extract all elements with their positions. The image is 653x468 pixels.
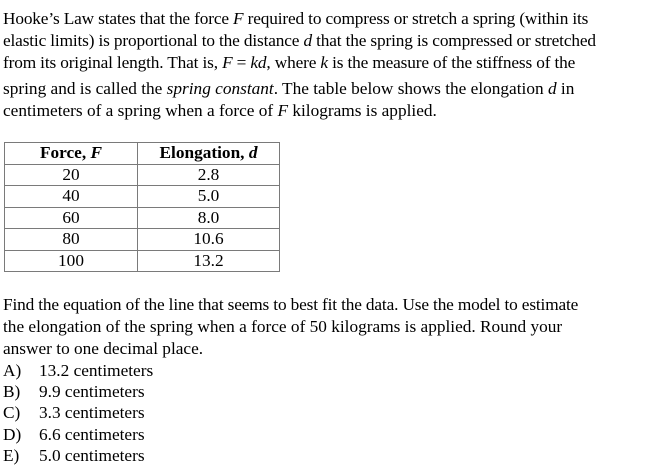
table-row <box>5 229 280 251</box>
choice-text: 13.2 centimeters <box>39 361 154 380</box>
intro-paragraph <box>3 8 653 122</box>
choice-text: 3.3 centimeters <box>39 403 145 423</box>
choice-text: 5.0 centimeters <box>39 445 145 465</box>
cell-elongation: 5.0 <box>138 186 280 208</box>
cell-force: 80 <box>5 229 138 251</box>
cell-elongation: 2.8 <box>138 164 280 186</box>
choice-letter: C) <box>3 403 21 423</box>
intro-line-2: elastic limits) is proportional to the distance d that the spring is compressed or stretched <box>3 31 596 50</box>
choice-text: 6.6 centimeters <box>39 424 145 444</box>
choice-letter: E) <box>3 445 20 465</box>
table-row <box>5 186 280 208</box>
question-line-3: answer to one decimal place. <box>3 339 204 358</box>
intro-line-1: Hooke’s Law states that the force F required to compress or stretch a spring (within its <box>3 9 589 28</box>
table-row <box>5 164 280 186</box>
question-line-1: Find the equation of the line that seems to best fit the data. Use the model to estimate <box>3 295 579 314</box>
force-elongation-table <box>4 142 280 272</box>
choice-c[interactable] <box>3 402 153 423</box>
choice-e[interactable] <box>3 445 153 466</box>
choice-a[interactable] <box>3 360 153 381</box>
intro-line-5: centimeters of a spring when a force of F kilograms is applied. <box>3 101 437 120</box>
cell-force: 60 <box>5 207 138 229</box>
cell-elongation: 8.0 <box>138 207 280 229</box>
table-header-row <box>5 143 280 165</box>
choice-letter: D) <box>3 424 22 444</box>
choice-letter: A) <box>3 361 22 380</box>
cell-elongation: 13.2 <box>138 250 280 272</box>
cell-elongation: 10.6 <box>138 229 280 251</box>
choice-text: 9.9 centimeters <box>39 382 145 402</box>
choice-b[interactable] <box>3 381 153 402</box>
header-force: Force, F <box>5 143 138 165</box>
answer-choices <box>3 360 153 466</box>
intro-line-4: spring and is called the spring constant. The table below shows the elongation d in <box>3 79 575 98</box>
cell-force: 40 <box>5 186 138 208</box>
header-elongation: Elongation, d <box>138 143 280 165</box>
intro-line-3: from its original length. That is, F = kd, where k is the measure of the stiffness of the <box>3 53 576 72</box>
data-table-container <box>4 142 280 272</box>
cell-force: 100 <box>5 250 138 272</box>
table-row <box>5 250 280 272</box>
choice-d[interactable] <box>3 424 153 445</box>
question-paragraph <box>3 294 653 360</box>
cell-force: 20 <box>5 164 138 186</box>
choice-letter: B) <box>3 382 21 402</box>
table-row <box>5 207 280 229</box>
question-line-2: the elongation of the spring when a force of 50 kilograms is applied. Round your <box>3 317 563 336</box>
